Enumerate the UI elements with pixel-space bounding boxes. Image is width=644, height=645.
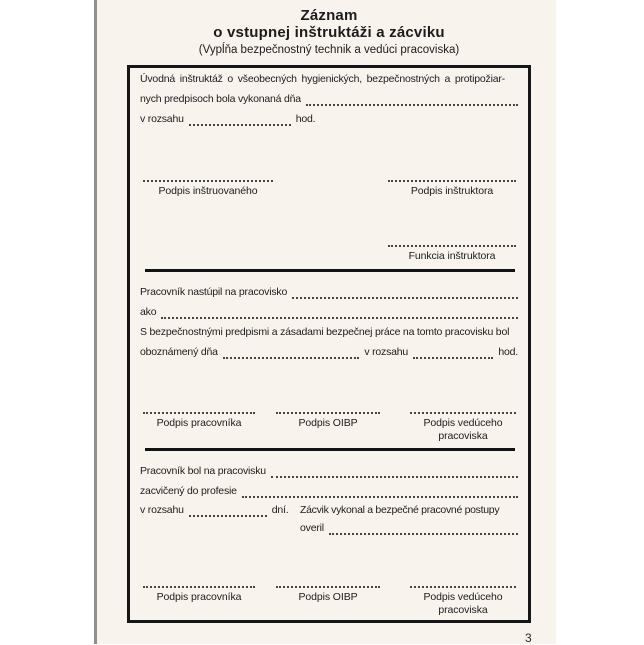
page-number: 3 [525, 631, 532, 645]
dotted-fill-line [161, 317, 518, 319]
section-divider [145, 269, 515, 272]
s2-safety-text: S bezpečnostnými predpismi a zásadami bezpečnej práce na tomto pracovisku bol [140, 326, 510, 338]
s3-duration-suffix: dní. [271, 504, 289, 516]
s2-signature-worker: Podpis pracovníka [143, 412, 255, 430]
s1-intro-text: Úvodná inštruktáž o všeobecných hygienických, bezpečnostných a protipožiar- [140, 73, 505, 85]
s3-training-line [300, 504, 518, 520]
s2-date-duration-line [140, 346, 518, 362]
form-header [127, 7, 531, 58]
s3-verified-label: overil [300, 522, 324, 534]
signature-dotted-line [143, 180, 273, 182]
s3-verified-line [300, 522, 518, 538]
dotted-fill-line [413, 357, 493, 359]
s2-duration-label: v rozsahu [364, 346, 409, 358]
s2-signature-supervisor: Podpis vedúceho pracoviska [410, 412, 516, 443]
signature-dotted-line [388, 180, 516, 182]
s1-duration-line [140, 113, 518, 129]
s1-intro-line [140, 73, 518, 89]
form-subtitle: (Vypĺňa bezpečnostný technik a vedúci pracoviska) [198, 44, 460, 56]
dotted-fill-line [223, 357, 360, 359]
dotted-fill-line [306, 104, 518, 106]
s1-signature-instructor: Podpis inštruktora [388, 180, 516, 198]
s3-signature-worker: Podpis pracovníka [143, 586, 255, 604]
s1-duration-label: v rozsahu [140, 113, 184, 125]
s1-instructor-function: Funkcia inštruktora [388, 245, 516, 263]
s3-profession-label: zacvičený do profesie [140, 485, 237, 497]
dotted-fill-line [271, 476, 518, 478]
s3-duration-line [140, 504, 300, 520]
signature-dotted-line [410, 586, 516, 588]
s2-role-line [140, 306, 518, 322]
signature-dotted-line [276, 586, 380, 588]
s2-workplace-label: Pracovník nastúpil na pracovisko [140, 286, 288, 298]
s2-role-label: ako [140, 306, 157, 318]
signature-dotted-line [410, 412, 516, 414]
s1-date-label: nych predpisoch bola vykonaná dňa [140, 93, 301, 105]
section-divider [145, 448, 515, 451]
s3-signature-oibp: Podpis OIBP [276, 586, 380, 604]
s3-workplace-line [140, 465, 518, 481]
s3-workplace-label: Pracovník bol na pracovisku [140, 465, 266, 477]
s2-workplace-line [140, 286, 518, 302]
s2-duration-suffix: hod. [498, 346, 518, 358]
s3-training-text: Zácvik vykonal a bezpečné pracovné postupy [300, 504, 500, 516]
s2-date-label: oboznámený dňa [140, 346, 218, 358]
scanned-page [97, 0, 556, 644]
dotted-fill-line [189, 515, 267, 517]
s2-signature-oibp: Podpis OIBP [276, 412, 380, 430]
signature-dotted-line [143, 586, 255, 588]
s3-profession-line [140, 485, 518, 501]
signature-dotted-line [143, 412, 255, 414]
dotted-fill-line [242, 496, 518, 498]
s1-date-line [140, 93, 518, 109]
dotted-fill-line [189, 124, 291, 126]
form-box [127, 65, 531, 623]
form-title-line1: Záznam [300, 7, 358, 24]
signature-dotted-line [388, 245, 516, 247]
dotted-fill-line [292, 297, 518, 299]
signature-dotted-line [276, 412, 380, 414]
dotted-fill-line [329, 533, 518, 535]
s3-signature-supervisor: Podpis vedúceho pracoviska [410, 586, 516, 617]
form-title-line2: o vstupnej inštruktáži a zácviku [213, 24, 445, 41]
s1-signature-trainee: Podpis inštruovaného [143, 180, 273, 198]
s1-duration-suffix: hod. [295, 113, 316, 125]
s2-safety-line [140, 326, 518, 342]
s3-duration-label: v rozsahu [140, 504, 184, 516]
